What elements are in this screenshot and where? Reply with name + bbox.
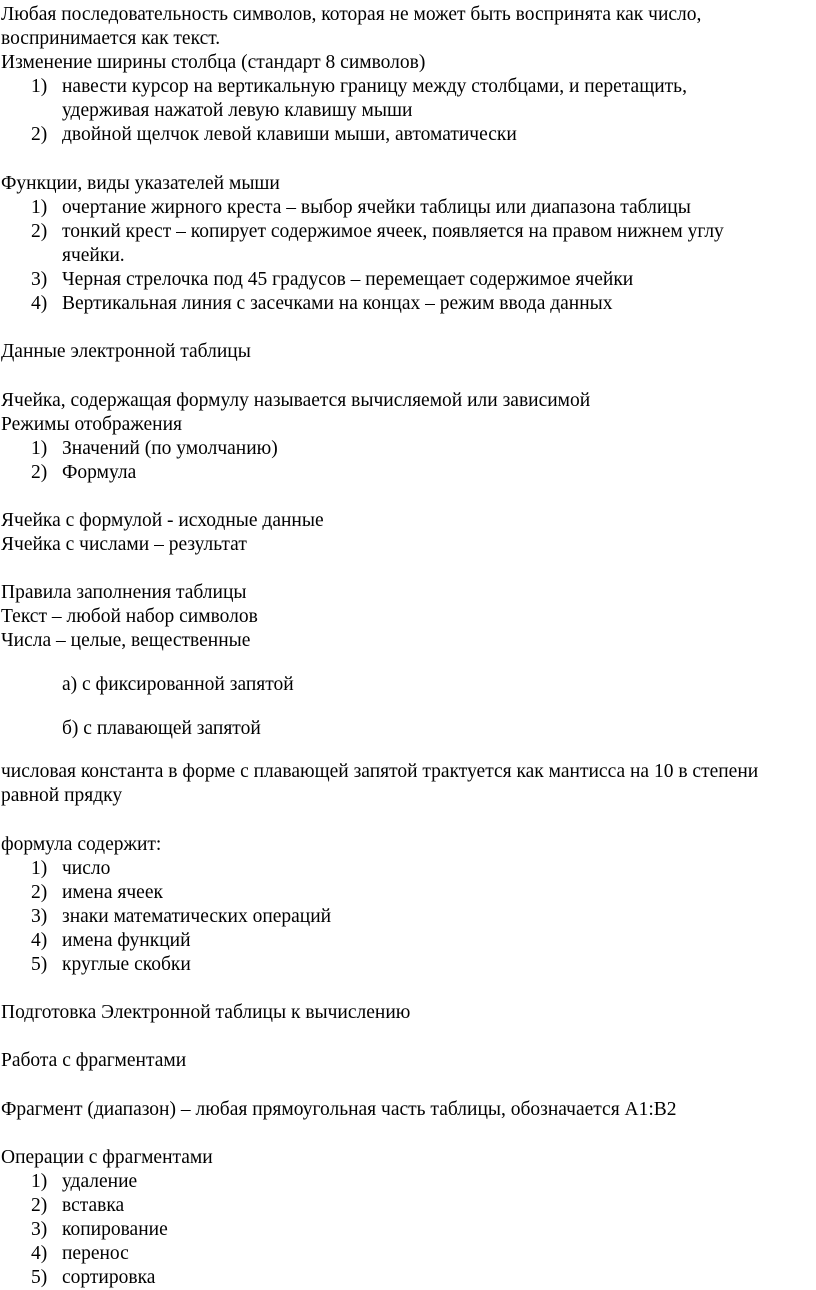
formula-cell-definition: Ячейка, содержащая формулу называется вычисляемой или зависимой [1,389,591,411]
list-item [0,461,762,485]
list-item [0,1194,762,1218]
list-item [0,857,762,881]
list-item [0,905,762,929]
list-text: имена ячеек [62,881,163,903]
list-item [0,437,762,461]
list-number: 2) [31,220,48,242]
display-modes-list [0,437,816,485]
list-text: двойной щелчок левой клавиши мыши, автоматически [62,124,517,146]
spacer [0,148,816,172]
list-number: 1) [31,76,48,98]
list-item [0,292,762,316]
list-number: 5) [31,1267,48,1289]
list-text: число [62,857,111,879]
formula-contains-heading: формула содержит: [1,833,162,855]
list-number: 2) [31,1194,48,1216]
spacer [0,808,816,832]
fixed-point-item: а) с фиксированной запятой [62,674,294,696]
intro-line-2: воспринимается как текст. [1,28,221,50]
list-item [0,929,762,953]
list-number: 3) [31,905,48,927]
cell-formula-line: Ячейка с формулой - исходные данные [1,509,324,531]
list-item [0,220,762,268]
list-number: 2) [31,461,48,483]
list-item [0,75,762,123]
list-number: 1) [31,1170,48,1192]
list-text: копирование [62,1219,168,1240]
list-item [0,1242,762,1266]
list-text: Вертикальная линия с засечками на концах – режим ввода данных [62,293,613,315]
list-text: удаление [62,1170,138,1192]
spacer [0,364,816,388]
spacer [0,1073,816,1097]
list-number: 2) [31,124,48,146]
list-item [0,196,762,220]
list-text: перенос [62,1243,129,1265]
column-width-list [0,75,816,147]
list-text: навести курсор на вертикальную границу между столбцами, и перетащить, удерживая нажатой левую клавишу мыши [62,76,687,122]
list-text: знаки математических операций [62,905,332,927]
spacer [0,557,816,581]
list-text: Формула [62,461,137,483]
list-number: 4) [31,1243,48,1265]
spacer [0,1025,816,1049]
fragment-operations-heading: Операции с фрагментами [1,1146,213,1168]
mouse-pointers-list [0,196,816,316]
list-number: 3) [31,1219,48,1240]
list-item [0,1218,762,1242]
mouse-pointers-heading: Функции, виды указателей мыши [1,172,280,194]
list-item [0,1170,762,1194]
cell-numbers-line: Ячейка с числами – результат [1,534,247,556]
list-text: имена функций [62,929,191,951]
spacer [0,485,816,509]
formula-contains-list [0,857,816,977]
list-number: 1) [31,437,48,459]
list-number: 3) [31,269,48,291]
spreadsheet-data-heading: Данные электронной таблицы [1,341,251,363]
column-width-heading: Изменение ширины столбца (стандарт 8 символов) [1,52,426,74]
list-text: Черная стрелочка под 45 градусов – перемещает содержимое ячейки [62,269,634,291]
list-number: 4) [31,929,48,951]
spacer [0,316,816,340]
numbers-rule: Числа – целые, вещественные [1,630,251,652]
list-item [0,953,762,977]
list-text: вставка [62,1194,125,1216]
list-item [0,123,762,147]
list-number: 5) [31,953,48,975]
intro-line-1: Любая последовательность символов, которая не может быть воспринята как число, [1,4,702,25]
spacer [0,1122,816,1146]
list-text: Значений (по умолчанию) [62,437,278,459]
spacer [0,977,816,1001]
fragment-definition: Фрагмент (диапазон) – любая прямоугольная часть таблицы, обозначается А1:В2 [1,1098,677,1120]
list-number: 4) [31,293,48,315]
list-text: круглые скобки [62,953,191,975]
list-item [0,268,762,292]
preparation-heading: Подготовка Электронной таблицы к вычислению [1,1002,411,1024]
display-modes-heading: Режимы отображения [1,413,183,435]
fill-rules-heading: Правила заполнения таблицы [1,582,247,604]
list-number: 2) [31,881,48,903]
numeric-constant-note: числовая константа в форме с плавающей запятой трактуется как мантисса на 10 в степени равной прядку [1,761,759,807]
fragment-operations-list [0,1170,816,1290]
list-text: сортировка [62,1267,156,1289]
list-text: очертание жирного креста – выбор ячейки таблицы или диапазона таблицы [62,196,691,218]
floating-point-item: б) с плавающей запятой [62,717,261,739]
list-item [0,1266,762,1290]
list-text: тонкий крест – копирует содержимое ячеек, появляется на правом нижнем углу ячейки. [62,220,724,266]
text-rule: Текст – любой набор символов [1,606,258,628]
list-number: 1) [31,857,48,879]
list-item [0,881,762,905]
fragments-heading: Работа с фрагментами [1,1050,187,1072]
list-number: 1) [31,196,48,218]
